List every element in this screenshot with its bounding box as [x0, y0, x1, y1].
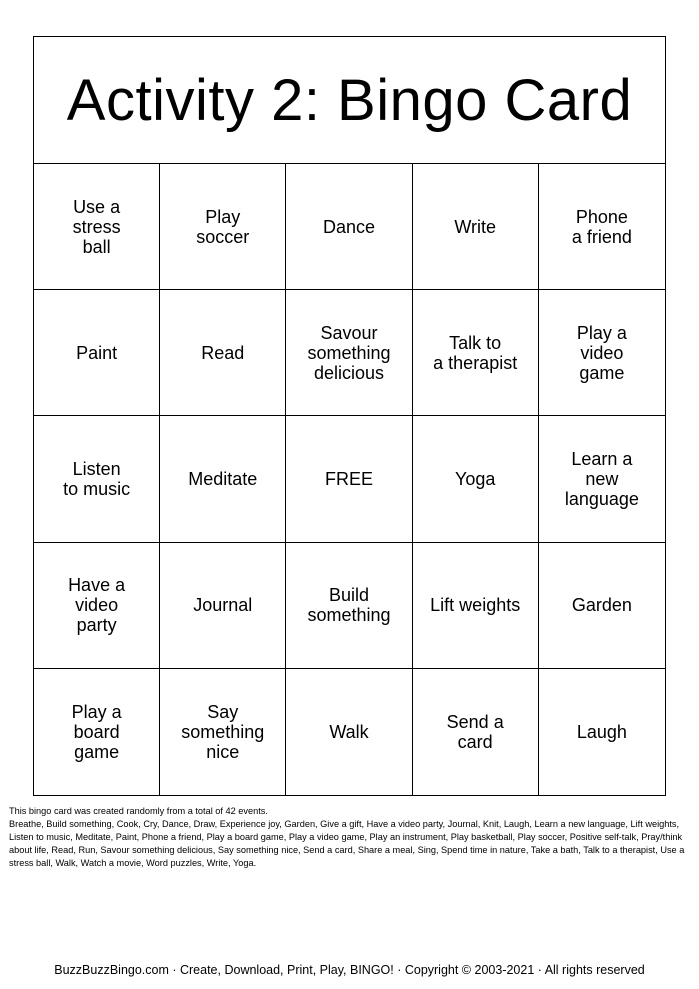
bingo-cell: Meditate	[160, 416, 286, 542]
bingo-cell: Build something	[286, 543, 412, 669]
bingo-cell: Paint	[34, 290, 160, 416]
bingo-grid	[34, 164, 665, 795]
event-notes	[9, 805, 689, 870]
bingo-cell: Dance	[286, 164, 412, 290]
bingo-card	[33, 36, 666, 796]
site-footer: BuzzBuzzBingo.com · Create, Download, Print, Play, BINGO! · Copyright © 2003-2021 · All rights reserved	[54, 963, 645, 977]
bingo-cell: Laugh	[576, 721, 627, 742]
bingo-cell: Learn a new language	[539, 416, 665, 542]
bingo-cell: Have a video party	[34, 543, 160, 669]
bingo-cell: Walk	[286, 669, 412, 795]
bingo-cell: Play a board game	[34, 669, 160, 795]
bingo-cell: Use a stress ball	[34, 164, 160, 290]
bingo-cell: Read	[160, 290, 286, 416]
bingo-cell: Play soccer	[160, 164, 286, 290]
bingo-cell: Talk to a therapist	[413, 290, 539, 416]
bingo-cell: Say something nice	[160, 669, 286, 795]
card-title: Activity 2: Bingo Card	[34, 37, 665, 164]
bingo-cell: Journal	[160, 543, 286, 669]
bingo-cell: Phone a friend	[539, 164, 665, 290]
bingo-cell: Listen to music	[34, 416, 160, 542]
bingo-cell: Write	[413, 164, 539, 290]
bingo-cell: Play a video game	[539, 290, 665, 416]
bingo-cell: Lift weights	[413, 543, 539, 669]
bingo-cell: Send a card	[413, 669, 539, 795]
notes-events-list: Breathe, Build something, Cook, Cry, Dance, Draw, Experience joy, Garden, Give a gift, Have a video party, Journal, Knit, Laugh, Learn a new language, Lift weights, Listen to music, Meditate, Paint, Phone a friend, Play a board game, Play a video game, Play an instrument, Play basketball, Play soccer, Positive self-talk, Pray/think about life, Read, Run, Savour something delicious, Say something nice, Send a card, Share a meal, Sing, Spend time in nature, Take a bath, Talk to a therapist, Use a stress ball, Walk, Watch a movie, Word puzzles, Write, Yoga.	[9, 819, 685, 868]
bingo-cell: Savour something delicious	[286, 290, 412, 416]
free-cell: FREE	[286, 416, 412, 542]
notes-intro: This bingo card was created randomly from a total of 42 events.	[9, 806, 268, 816]
bingo-cell: Yoga	[413, 416, 539, 542]
bingo-cell: Garden	[539, 543, 665, 669]
